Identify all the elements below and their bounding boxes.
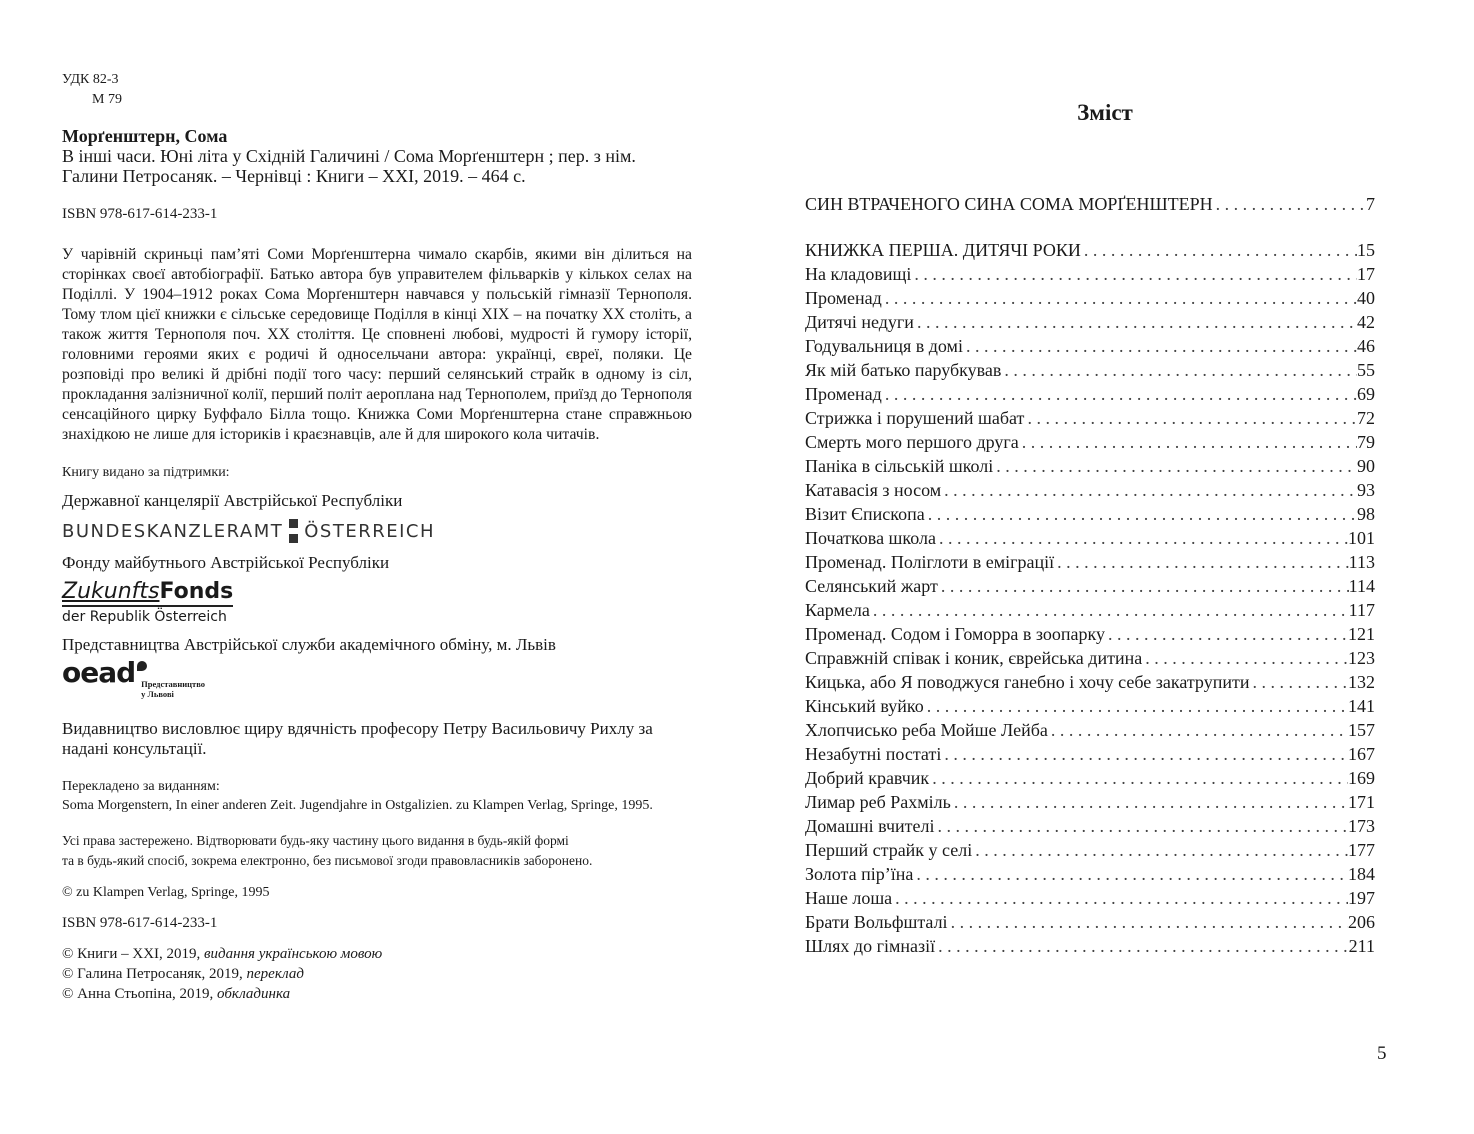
toc-entry-page: 206 bbox=[1348, 912, 1375, 932]
toc-entry-page: 117 bbox=[1348, 600, 1375, 620]
toc-entry[interactable] bbox=[805, 504, 1375, 528]
toc-leader-dots bbox=[1024, 408, 1357, 429]
toc-entry-page: 211 bbox=[1348, 936, 1375, 956]
toc-entry-title: Стрижка і порушений шабат bbox=[805, 408, 1025, 428]
toc-entry[interactable] bbox=[805, 264, 1375, 288]
toc-entry-page: 40 bbox=[1357, 288, 1375, 308]
toc-entry-title: Справжній співак і коник, єврейська дитина bbox=[805, 648, 1143, 668]
toc-entry-title: Кармела bbox=[805, 600, 870, 620]
toc-entry-title: Променад. Содом і Гоморра в зоопарку bbox=[805, 624, 1105, 644]
toc-entry-title: Паніка в сільській школі bbox=[805, 456, 994, 476]
toc-entry[interactable] bbox=[805, 600, 1375, 624]
toc-entry-title: Брати Вольфшталі bbox=[805, 912, 948, 932]
toc-entry-title: Візит Єпископа bbox=[805, 504, 925, 524]
toc-entry-title: Смерть мого першого друга bbox=[805, 432, 1019, 452]
toc-entry-page: 171 bbox=[1348, 792, 1375, 812]
toc-entry-page: 132 bbox=[1348, 672, 1375, 692]
toc-entry-title: Золота пір’їна bbox=[805, 864, 914, 884]
toc-leader-dots bbox=[1001, 360, 1357, 381]
toc-leader-dots bbox=[882, 288, 1357, 309]
bka-left-text: BUNDESKANZLERAMT bbox=[62, 520, 284, 542]
bibliographic-record bbox=[62, 126, 692, 186]
zf-word-2: Fonds bbox=[159, 579, 234, 604]
toc-leader-dots bbox=[941, 744, 1348, 765]
toc-entry-title: На кладовищі bbox=[805, 264, 912, 284]
toc-title: Зміст bbox=[1077, 100, 1133, 125]
toc-entry-page: 42 bbox=[1357, 312, 1375, 332]
toc-entry-title: Лимар реб Рахміль bbox=[805, 792, 951, 812]
toc-entry-title: Домашні вчителі bbox=[805, 816, 935, 836]
translation-source bbox=[62, 777, 692, 815]
toc-entry-title: Кінський вуйко bbox=[805, 696, 924, 716]
toc-entry[interactable] bbox=[805, 624, 1375, 648]
bundeskanzleramt-logo bbox=[62, 519, 692, 543]
toc-leader-dots bbox=[1142, 648, 1348, 669]
oead-logo bbox=[62, 656, 692, 699]
toc-leader-dots bbox=[1213, 194, 1366, 215]
zf-subtitle: der Republik Österreich bbox=[62, 609, 227, 625]
copyright-original: © zu Klampen Verlag, Springe, 1995 bbox=[62, 885, 270, 900]
toc-entry-page: 7 bbox=[1366, 194, 1375, 214]
toc-leader-dots bbox=[882, 384, 1357, 405]
toc-entry-title: Хлопчисько реба Мойше Лейба bbox=[805, 720, 1048, 740]
toc-entry[interactable] bbox=[805, 432, 1375, 456]
toc-entry[interactable] bbox=[805, 648, 1375, 672]
toc-entry-page: 69 bbox=[1357, 384, 1375, 404]
toc-entry-title: Добрий кравчик bbox=[805, 768, 930, 788]
author-mark: М 79 bbox=[92, 92, 122, 107]
zukunftsfonds-logo bbox=[62, 579, 692, 625]
toc-entry[interactable] bbox=[805, 864, 1375, 888]
toc-leader-dots bbox=[936, 528, 1348, 549]
toc-entry[interactable] bbox=[805, 312, 1375, 336]
toc-leader-dots bbox=[925, 504, 1357, 525]
toc-entry[interactable] bbox=[805, 408, 1375, 432]
toc-leader-dots bbox=[993, 456, 1357, 477]
toc-leader-dots bbox=[948, 912, 1348, 933]
support-oead: Представництва Австрійської служби академічного обміну, м. Львів bbox=[62, 635, 556, 654]
toc-entry-page: 167 bbox=[1348, 744, 1375, 764]
copyright-cover: © Анна Стьопіна, 2019, обкладинка bbox=[62, 986, 291, 1002]
toc-entry[interactable] bbox=[805, 336, 1375, 360]
oead-drop-icon bbox=[137, 661, 147, 671]
toc-entry-title: Шлях до гімназії bbox=[805, 936, 936, 956]
author-name: Морґенштерн, Сома bbox=[62, 126, 228, 146]
bka-right-text: ÖSTERREICH bbox=[304, 520, 436, 542]
toc-entry[interactable] bbox=[805, 912, 1375, 936]
toc-entry-page: 157 bbox=[1348, 720, 1375, 740]
toc-entry[interactable] bbox=[805, 816, 1375, 840]
support-future-fund: Фонду майбутнього Австрійської Республіки bbox=[62, 553, 390, 572]
toc-leader-dots bbox=[1019, 432, 1357, 453]
toc-leader-dots bbox=[963, 336, 1357, 357]
oead-sub-1: Представництво bbox=[141, 679, 206, 689]
copyright-translator: © Галина Петросаняк, 2019, переклад bbox=[62, 966, 304, 982]
toc-leader-dots bbox=[1249, 672, 1348, 693]
translated-original: Soma Morgenstern, In einer anderen Zeit. Jugendjahre in Ostgalizien. zu Klampen Verlag, Springe, 1995. bbox=[62, 798, 653, 813]
toc-leader-dots bbox=[892, 888, 1348, 909]
toc-entry[interactable] bbox=[805, 672, 1375, 696]
rights-line-1: Усі права застережено. Відтворювати будь-яку частину цього видання в будь-якій формі bbox=[62, 833, 569, 848]
toc-entry[interactable] bbox=[805, 768, 1375, 792]
toc-entry-page: 169 bbox=[1348, 768, 1375, 788]
toc-entry-page: 141 bbox=[1348, 696, 1375, 716]
toc-entry-page: 15 bbox=[1357, 240, 1375, 260]
toc-entry-title: Дитячі недуги bbox=[805, 312, 914, 332]
toc-entry[interactable] bbox=[805, 792, 1375, 816]
isbn-top: ISBN 978-617-614-233-1 bbox=[62, 206, 218, 222]
toc-entry-page: 184 bbox=[1348, 864, 1375, 884]
toc-entry-title: Променад bbox=[805, 288, 882, 308]
toc-entry[interactable] bbox=[805, 744, 1375, 768]
bka-flag-icon bbox=[289, 519, 298, 543]
toc-leader-dots bbox=[1105, 624, 1348, 645]
toc-entry-page: 177 bbox=[1348, 840, 1375, 860]
toc-leader-dots bbox=[951, 792, 1348, 813]
toc-entry[interactable] bbox=[805, 552, 1375, 576]
toc-entry[interactable] bbox=[805, 360, 1375, 384]
toc-leader-dots bbox=[913, 864, 1348, 885]
toc-leader-dots bbox=[929, 768, 1348, 789]
oead-sub-2: у Львові bbox=[141, 689, 174, 699]
imprint-page bbox=[62, 70, 692, 1004]
copyright-list bbox=[62, 944, 692, 1004]
toc-leader-dots bbox=[935, 816, 1348, 837]
oead-subtitle bbox=[141, 679, 205, 699]
rights-notice bbox=[62, 831, 692, 871]
toc-entry[interactable] bbox=[805, 888, 1375, 912]
toc-leader-dots bbox=[972, 840, 1348, 861]
udk-code: УДК 82-3 bbox=[62, 72, 119, 87]
toc-entry-title: Як мій батько парубкував bbox=[805, 360, 1002, 380]
toc-entry-page: 79 bbox=[1357, 432, 1375, 452]
toc-entry-title: Незабутні постаті bbox=[805, 744, 942, 764]
toc-entry[interactable] bbox=[805, 840, 1375, 864]
toc-entry-page: 114 bbox=[1348, 576, 1375, 596]
abstract: У чарівній скриньці пам’яті Соми Морґенштерна чимало скарбів, якими він ділиться на сторінках своєї автобіографії. Батько автора був управителем фільварків у кількох селах на Поділлі. У 1904–1912 роках Сома Морґенштерн навчався у польській гімназії Тернополя. Тому тлом цієї книжки є сільське середовище Поділля в кінці ХІХ – на початку ХХ століть, а також життя Тернополя поч. ХХ століття. Це сповнені любові, мудрості й гумору історії, головними героями яких є родичі й односельчани автора: українці, євреї, поляки. Це розповіді про великі й дрібні події того часу: перший селянський страйк в одному із сіл, прокладання залізничної колії, перший політ аероплана над Тернополем, приїзд до Тернополя сенсаційного цирку Буффало Білла тощо. Книжка Соми Морґенштерна стане справжньою знахідкою не лише для істориків і краєзнавців, але й для широкого кола читачів. bbox=[62, 246, 692, 443]
toc-entry-page: 98 bbox=[1357, 504, 1375, 524]
toc-leader-dots bbox=[1054, 552, 1348, 573]
toc-leader-dots bbox=[870, 600, 1349, 621]
contents-page bbox=[805, 100, 1375, 960]
toc-entry[interactable] bbox=[805, 696, 1375, 720]
toc-leader-dots bbox=[941, 480, 1357, 501]
toc-entry-page: 90 bbox=[1357, 456, 1375, 476]
title-line-1: В інші часи. Юні літа у Східній Галичині / Сома Морґенштерн ; пер. з нім. bbox=[62, 146, 636, 166]
toc-leader-dots bbox=[924, 696, 1348, 717]
toc-entry-page: 113 bbox=[1348, 552, 1375, 572]
toc-entry-title: Променад bbox=[805, 384, 882, 404]
title-line-2: Галини Петросаняк. – Чернівці : Книги – ХХІ, 2019. – 464 с. bbox=[62, 166, 526, 186]
toc-entry-page: 197 bbox=[1348, 888, 1375, 908]
toc-entry-page: 17 bbox=[1357, 264, 1375, 284]
toc-entry[interactable] bbox=[805, 384, 1375, 408]
toc-leader-dots bbox=[1048, 720, 1348, 741]
toc-entry[interactable] bbox=[805, 194, 1375, 218]
toc-entry-title: Променад. Поліглоти в еміграції bbox=[805, 552, 1055, 572]
isbn-bottom: ISBN 978-617-614-233-1 bbox=[62, 915, 218, 931]
toc-entry-page: 55 bbox=[1357, 360, 1375, 380]
toc-entry[interactable] bbox=[805, 240, 1375, 264]
toc-entry[interactable] bbox=[805, 456, 1375, 480]
toc-entry-page: 101 bbox=[1348, 528, 1375, 548]
udk-block bbox=[62, 70, 692, 110]
support-chancellery: Державної канцелярії Австрійської Республіки bbox=[62, 491, 403, 510]
rights-line-2: та в будь-який спосіб, зокрема електронно, без письмової згоди правовласників заборонено. bbox=[62, 853, 593, 868]
toc-entry[interactable] bbox=[805, 936, 1375, 960]
toc-entry[interactable] bbox=[805, 720, 1375, 744]
oead-wordmark: oead bbox=[62, 656, 136, 689]
toc-entry-page: 121 bbox=[1348, 624, 1375, 644]
translated-intro: Перекладено за виданням: bbox=[62, 779, 220, 794]
support-intro: Книгу видано за підтримки: bbox=[62, 465, 230, 480]
zf-word-1: Zukunfts bbox=[62, 579, 160, 604]
toc-entry-title: Годувальниця в домі bbox=[805, 336, 963, 356]
toc-entry-title: Селянський жарт bbox=[805, 576, 938, 596]
toc-entry[interactable] bbox=[805, 576, 1375, 600]
page-number: 5 bbox=[1377, 1043, 1387, 1064]
toc-entry-title: Перший страйк у селі bbox=[805, 840, 973, 860]
toc-entry-title: КНИЖКА ПЕРША. ДИТЯЧІ РОКИ bbox=[805, 240, 1081, 260]
toc-entry[interactable] bbox=[805, 528, 1375, 552]
toc-entry-title: Наше лоша bbox=[805, 888, 893, 908]
toc-entry-page: 93 bbox=[1357, 480, 1375, 500]
toc-leader-dots bbox=[935, 936, 1349, 957]
table-of-contents bbox=[805, 194, 1375, 960]
acknowledgement: Видавництво висловлює щиру вдячність професору Петру Васильовичу Рихлу за надані консультації. bbox=[62, 719, 653, 758]
toc-entry-title: Кицька, або Я поводжуся ганебно і хочу себе закатрупити bbox=[805, 672, 1250, 692]
toc-entry-title: Початкова школа bbox=[805, 528, 936, 548]
toc-leader-dots bbox=[1081, 240, 1357, 261]
copyright-publisher: © Книги – ХХІ, 2019, видання українською мовою bbox=[62, 946, 383, 962]
toc-entry-page: 46 bbox=[1357, 336, 1375, 356]
toc-entry-title: Катавасія з носом bbox=[805, 480, 942, 500]
toc-leader-dots bbox=[911, 264, 1357, 285]
toc-entry-title: СИН ВТРАЧЕНОГО СИНА СОМА МОРҐЕНШТЕРН bbox=[805, 194, 1213, 214]
toc-entry-page: 72 bbox=[1357, 408, 1375, 428]
toc-entry-page: 123 bbox=[1348, 648, 1375, 668]
toc-entry-page: 173 bbox=[1348, 816, 1375, 836]
toc-leader-dots bbox=[914, 312, 1357, 333]
toc-leader-dots bbox=[938, 576, 1349, 597]
toc-entry[interactable] bbox=[805, 480, 1375, 504]
toc-entry[interactable] bbox=[805, 288, 1375, 312]
